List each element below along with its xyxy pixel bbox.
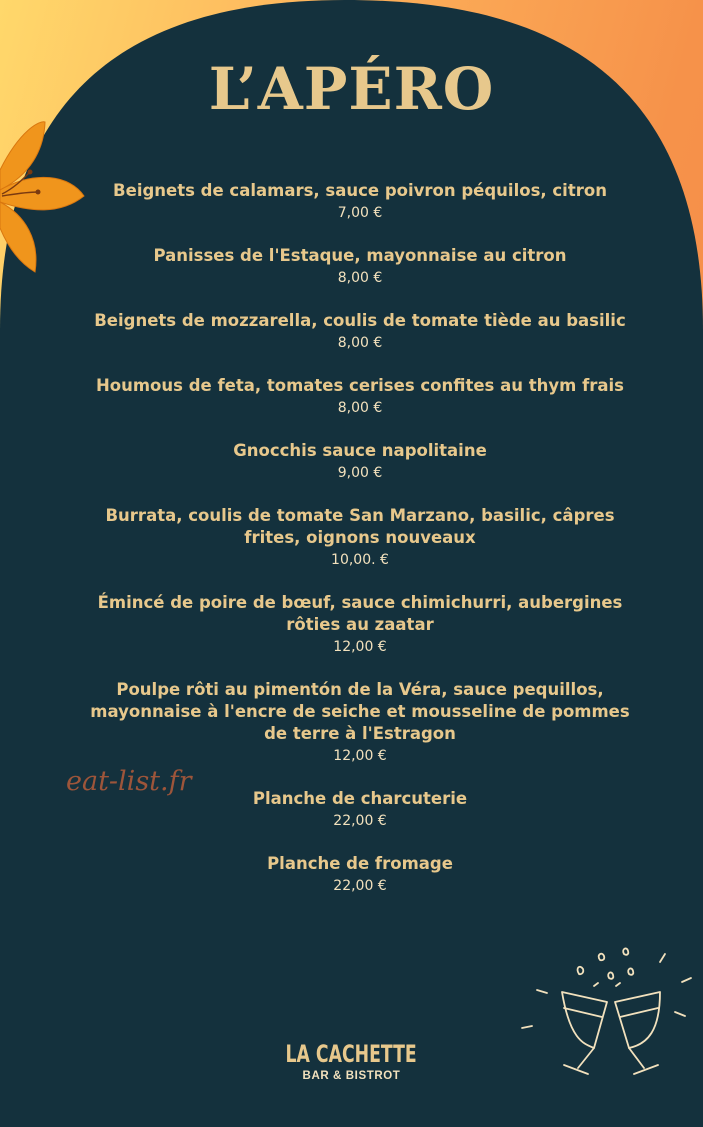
- menu-item-name: Panisses de l'Estaque, mayonnaise au citron: [153, 246, 567, 265]
- menu-item: [90, 440, 630, 483]
- menu-item-name: Planche de fromage: [267, 854, 453, 873]
- menu-item: [90, 853, 630, 896]
- menu-item-name: Gnocchis sauce napolitaine: [233, 441, 487, 460]
- brand-name: LA CACHETTE: [285, 1040, 418, 1068]
- menu-item: [90, 245, 630, 288]
- watermark: eat-list.fr: [66, 766, 192, 797]
- menu-item-name: Houmous de feta, tomates cerises confites au thym frais: [95, 376, 625, 395]
- menu-item-name: Poulpe rôti au pimentón de la Véra, sauce pequillos, mayonnaise à l'encre de seiche et mousseline de pommes de terre à l'Estragon: [90, 680, 630, 743]
- lily-flower-icon: [0, 110, 90, 280]
- menu-item: [90, 375, 630, 418]
- menu-item: [90, 592, 630, 657]
- menu-item-price: 12,00 €: [333, 748, 387, 764]
- menu-item-price: 8,00 €: [337, 270, 383, 286]
- menu-item: [90, 180, 630, 223]
- menu-list: [90, 180, 630, 918]
- menu-item-price: 12,00 €: [333, 639, 387, 655]
- menu-item: [90, 310, 630, 353]
- menu-item-price: 9,00 €: [337, 465, 383, 481]
- menu-item-name: Planche de charcuterie: [252, 789, 468, 808]
- brand-block: [0, 1042, 703, 1082]
- menu-item: [90, 679, 630, 766]
- menu-item-price: 22,00 €: [333, 878, 387, 894]
- menu-item-name: Émincé de poire de bœuf, sauce chimichurri, aubergines rôties au zaatar: [97, 593, 623, 634]
- page-title: L’APÉRO: [208, 55, 495, 123]
- menu-item-price: 8,00 €: [337, 400, 383, 416]
- menu-item-price: 22,00 €: [333, 813, 387, 829]
- menu-item-name: Beignets de mozzarella, coulis de tomate tiède au basilic: [94, 311, 626, 330]
- menu-item: [90, 505, 630, 570]
- brand-subtitle: BAR & BISTROT: [302, 1070, 401, 1082]
- menu-item-price: 10,00. €: [331, 552, 389, 568]
- menu-item-name: Beignets de calamars, sauce poivron péquilos, citron: [113, 181, 607, 200]
- menu-item-price: 7,00 €: [337, 205, 383, 221]
- menu-item-name: Burrata, coulis de tomate San Marzano, basilic, câpres frites, oignons nouveaux: [105, 506, 615, 547]
- menu-item-price: 8,00 €: [337, 335, 383, 351]
